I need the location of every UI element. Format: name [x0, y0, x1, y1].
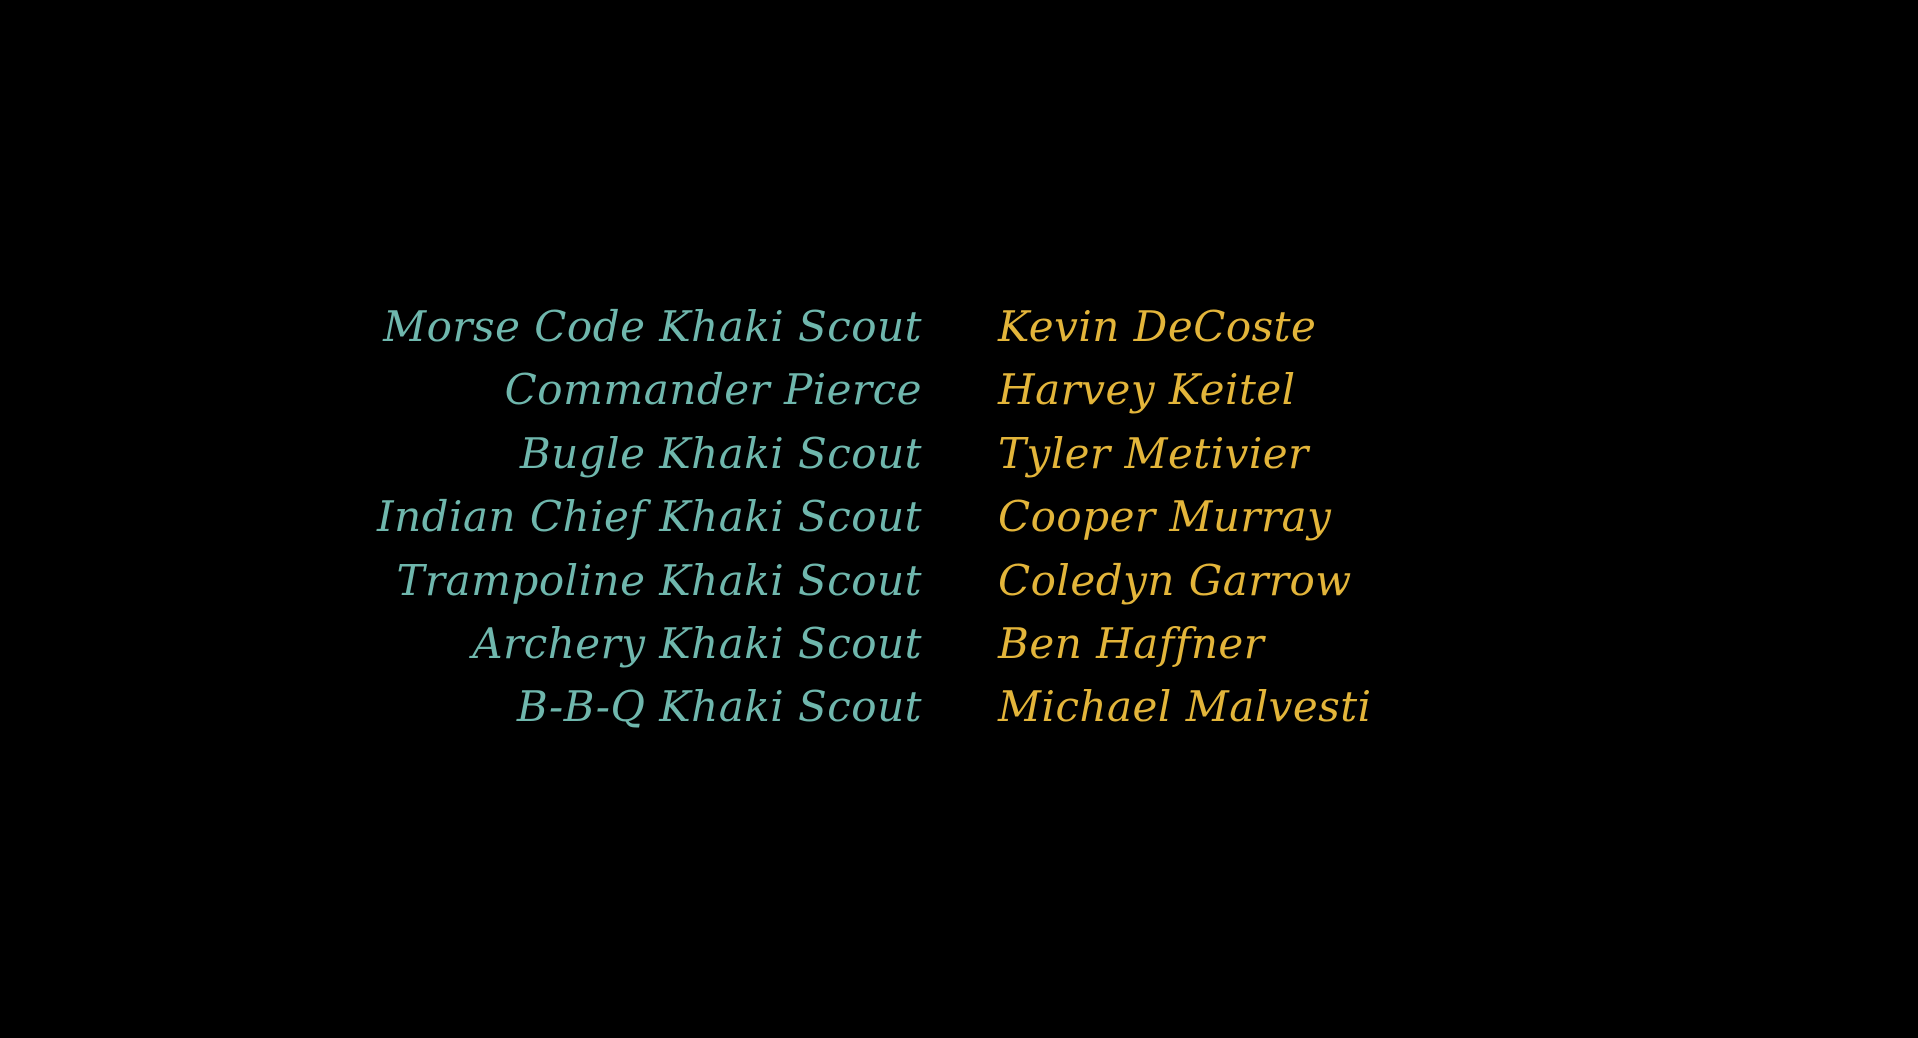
credit-row: [0, 422, 1918, 485]
role-name: Archery Khaki Scout: [472, 618, 922, 668]
actor-name: Kevin DeCoste: [998, 302, 1317, 351]
credit-row: [0, 358, 1918, 421]
actor-name: Coledyn Garrow: [998, 555, 1352, 605]
actor-name: Harvey Keitel: [998, 365, 1296, 415]
role-name: Indian Chief Khaki Scout: [377, 492, 922, 542]
role-name: Commander Pierce: [504, 365, 922, 415]
role-name: B-B-Q Khaki Scout: [516, 682, 922, 732]
credit-row: [0, 675, 1918, 738]
role-name: Trampoline Khaki Scout: [396, 555, 922, 605]
actor-name: Tyler Metivier: [998, 428, 1309, 478]
credits-list: [0, 295, 1918, 739]
credit-row: [0, 612, 1918, 675]
role-name: Bugle Khaki Scout: [519, 428, 922, 478]
credit-row: [0, 485, 1918, 548]
actor-name: Michael Malvesti: [998, 682, 1372, 732]
credit-row: [0, 549, 1918, 612]
actor-name: Ben Haffner: [998, 618, 1265, 668]
credit-row: [0, 295, 1918, 358]
role-name: Morse Code Khaki Scout: [383, 302, 922, 351]
actor-name: Cooper Murray: [998, 492, 1332, 542]
